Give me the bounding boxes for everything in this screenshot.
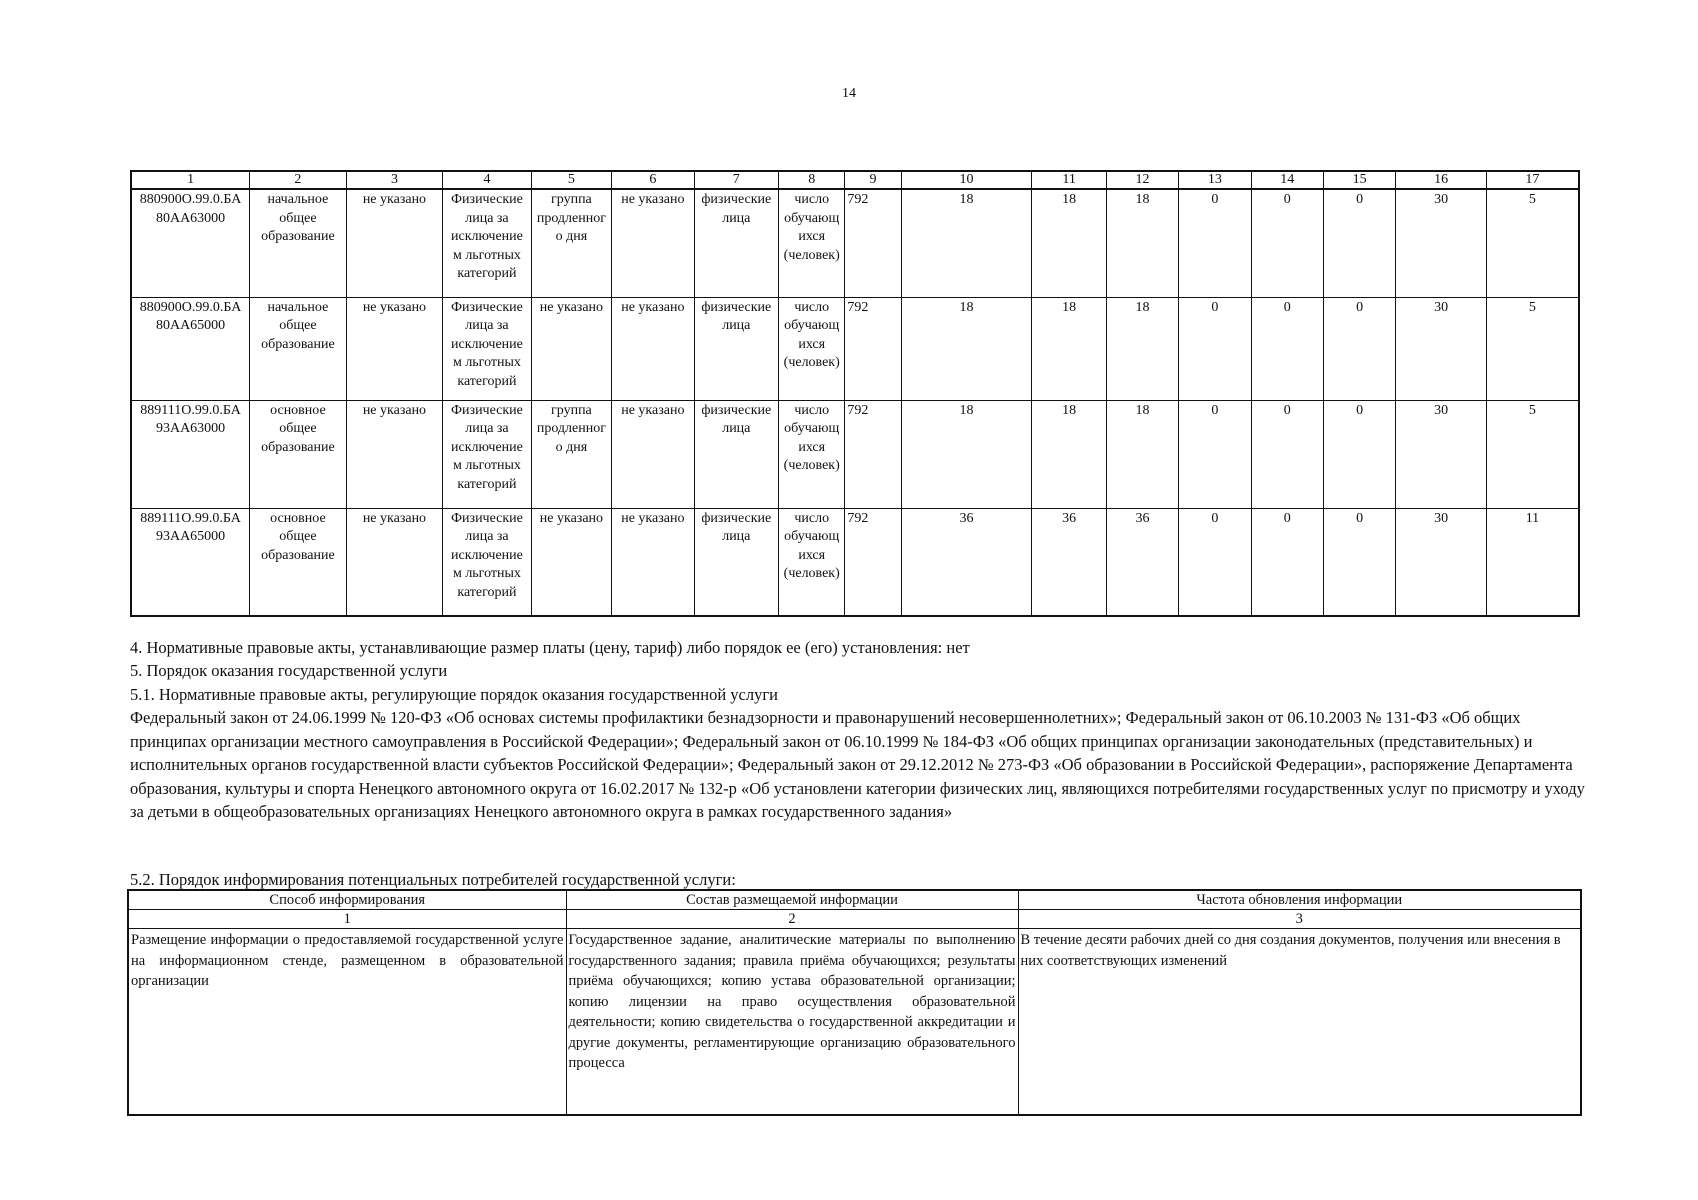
value-cell: 0 <box>1251 508 1323 616</box>
value-cell: 0 <box>1179 400 1251 508</box>
value-cell: 5 <box>1486 400 1579 508</box>
value-cell: 30 <box>1396 189 1486 297</box>
table-cell: не указано <box>346 400 443 508</box>
indicator-cell: число обучающ ихся (человек) <box>779 297 845 400</box>
table-row <box>128 929 1581 1116</box>
value-cell: 18 <box>1032 189 1106 297</box>
education-level-cell: начальное общее образование <box>250 189 347 297</box>
page-number: 14 <box>842 86 856 101</box>
value-cell: 11 <box>1486 508 1579 616</box>
value-cell: 0 <box>1251 189 1323 297</box>
table-number-row <box>128 910 1581 929</box>
indicator-cell: число обучающ ихся (человек) <box>779 508 845 616</box>
table-row <box>131 400 1579 508</box>
header-cell: 3 <box>346 171 443 189</box>
table-cell: не указано <box>346 508 443 616</box>
value-cell: 0 <box>1179 297 1251 400</box>
indicator-cell: число обучающ ихся (человек) <box>779 189 845 297</box>
header-cell: 10 <box>901 171 1032 189</box>
okei-code-cell: 792 <box>845 297 901 400</box>
header-cell: Частота обновления информации <box>1018 890 1581 910</box>
header-cell: 1 <box>128 910 566 929</box>
header-cell: 3 <box>1018 910 1581 929</box>
value-cell: 0 <box>1179 508 1251 616</box>
header-cell: 13 <box>1179 171 1251 189</box>
header-cell: 17 <box>1486 171 1579 189</box>
value-cell: 36 <box>901 508 1032 616</box>
header-cell: 16 <box>1396 171 1486 189</box>
table-cell: не указано <box>531 508 611 616</box>
section-5-2-heading: 5.2. Порядок информирования потенциальных потребителей государственной услуги: <box>130 870 736 889</box>
table-cell: физические лица <box>694 189 778 297</box>
table-cell: не указано <box>612 400 694 508</box>
header-cell: 8 <box>779 171 845 189</box>
value-cell: 30 <box>1396 508 1486 616</box>
value-cell: 18 <box>1106 400 1178 508</box>
table-cell: физические лица <box>694 400 778 508</box>
section-5-1-heading: 5.1. Нормативные правовые акты, регулирующие порядок оказания государственной услуги <box>130 685 778 704</box>
value-cell: 5 <box>1486 297 1579 400</box>
registry-number-cell: 880900О.99.0.БА 80АА65000 <box>131 297 250 400</box>
consumer-category-cell: Физические лица за исключение м льготных категорий <box>443 508 531 616</box>
update-frequency-cell: В течение десяти рабочих дней со дня создания документов, получения или внесения в них соответствующих изменений <box>1018 929 1581 1116</box>
header-cell: 9 <box>845 171 901 189</box>
table-cell: не указано <box>612 508 694 616</box>
consumer-category-cell: Физические лица за исключение м льготных категорий <box>443 400 531 508</box>
table-row <box>131 297 1579 400</box>
header-cell: 1 <box>131 171 250 189</box>
value-cell: 30 <box>1396 400 1486 508</box>
value-cell: 18 <box>1032 297 1106 400</box>
value-cell: 0 <box>1251 297 1323 400</box>
table-header-row <box>128 890 1581 910</box>
header-cell: Состав размещаемой информации <box>566 890 1018 910</box>
service-volume-table <box>130 170 1580 617</box>
header-cell: 12 <box>1106 171 1178 189</box>
registry-number-cell: 880900О.99.0.БА 80АА63000 <box>131 189 250 297</box>
value-cell: 36 <box>1106 508 1178 616</box>
table-cell: не указано <box>531 297 611 400</box>
value-cell: 18 <box>1106 189 1178 297</box>
header-cell: 11 <box>1032 171 1106 189</box>
value-cell: 18 <box>1106 297 1178 400</box>
value-cell: 36 <box>1032 508 1106 616</box>
header-cell: 5 <box>531 171 611 189</box>
table-cell: физические лица <box>694 508 778 616</box>
table-cell: группа продленног о дня <box>531 189 611 297</box>
okei-code-cell: 792 <box>845 189 901 297</box>
header-cell: 7 <box>694 171 778 189</box>
header-cell: 14 <box>1251 171 1323 189</box>
information-content-cell: Государственное задание, аналитические материалы по выполнению государственного задания; правила приёма обучающихся; результаты приёма обучающихся; копию устава образовательной организации; копию лицензии на право осуществления образовательной деятельности; копию свидетельства о государственной аккредитации и другие документы, регламентирующие организацию образовательного процесса <box>566 929 1018 1116</box>
consumer-category-cell: Физические лица за исключение м льготных категорий <box>443 189 531 297</box>
okei-code-cell: 792 <box>845 400 901 508</box>
education-level-cell: начальное общее образование <box>250 297 347 400</box>
value-cell: 18 <box>901 400 1032 508</box>
value-cell: 0 <box>1323 508 1395 616</box>
education-level-cell: основное общее образование <box>250 508 347 616</box>
value-cell: 0 <box>1179 189 1251 297</box>
legal-acts-paragraph: Федеральный закон от 24.06.1999 № 120-ФЗ «Об основах системы профилактики безнадзорности и правонарушений несовершеннолетних»; Федеральный закон от 06.10.2003 № 131-ФЗ «Об общих принципах организации местного самоуправления в Российской Федерации»; Федеральный закон от 06.10.1999 № 184-ФЗ «Об общих принципах организации законодательных (представительных) и исполнительных органов государственной власти субъектов Российской Федерации»; Федеральный закон от 29.12.2012 № 273-ФЗ «Об образовании в Российской Федерации», распоряжение Департамента образования, культуры и спорта Ненецкого автономного округа от 16.02.2017 № 132-р «Об установлени категории физических лиц, являющихся потребителями государственных услуг по присмотру и уходу за детьми в общеобразовательных организациях Ненецкого автономного округа в рамках государственного задания» <box>130 708 1585 821</box>
header-cell: 15 <box>1323 171 1395 189</box>
header-cell: 2 <box>566 910 1018 929</box>
value-cell: 18 <box>1032 400 1106 508</box>
table-cell: физические лица <box>694 297 778 400</box>
consumer-category-cell: Физические лица за исключение м льготных категорий <box>443 297 531 400</box>
value-cell: 0 <box>1323 189 1395 297</box>
header-cell: 4 <box>443 171 531 189</box>
value-cell: 18 <box>901 189 1032 297</box>
value-cell: 0 <box>1251 400 1323 508</box>
informing-method-cell: Размещение информации о предоставляемой государственной услуге на информационном стенде, размещенном в образовательной организации <box>128 929 566 1116</box>
value-cell: 0 <box>1323 297 1395 400</box>
section-5-heading: 5. Порядок оказания государственной услуги <box>130 661 448 680</box>
table-cell: не указано <box>612 297 694 400</box>
section-4-paragraph: 4. Нормативные правовые акты, устанавливающие размер платы (цену, тариф) либо порядок ее (его) установления: нет <box>130 638 970 657</box>
table-row <box>131 508 1579 616</box>
header-cell: Способ информирования <box>128 890 566 910</box>
table-cell: не указано <box>612 189 694 297</box>
value-cell: 18 <box>901 297 1032 400</box>
table-cell: группа продленног о дня <box>531 400 611 508</box>
indicator-cell: число обучающ ихся (человек) <box>779 400 845 508</box>
value-cell: 0 <box>1323 400 1395 508</box>
informing-procedure-table <box>127 889 1582 1116</box>
registry-number-cell: 889111О.99.0.БА 93АА65000 <box>131 508 250 616</box>
education-level-cell: основное общее образование <box>250 400 347 508</box>
okei-code-cell: 792 <box>845 508 901 616</box>
header-cell: 2 <box>250 171 347 189</box>
value-cell: 30 <box>1396 297 1486 400</box>
table-cell: не указано <box>346 297 443 400</box>
table-row <box>131 189 1579 297</box>
header-cell: 6 <box>612 171 694 189</box>
table-header-row <box>131 171 1579 189</box>
table-cell: не указано <box>346 189 443 297</box>
registry-number-cell: 889111О.99.0.БА 93АА63000 <box>131 400 250 508</box>
value-cell: 5 <box>1486 189 1579 297</box>
